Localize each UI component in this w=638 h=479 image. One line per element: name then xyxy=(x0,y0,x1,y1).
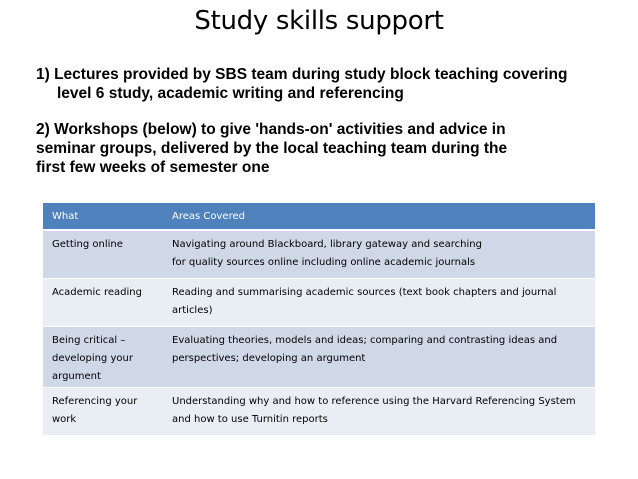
table-row xyxy=(43,326,595,387)
cell-areas xyxy=(163,230,595,278)
cell-line: perspectives; developing an argument xyxy=(172,352,366,364)
column-header-what: What xyxy=(43,203,163,230)
table-header-row xyxy=(43,203,595,230)
cell-areas xyxy=(163,278,595,326)
workshops-table xyxy=(43,203,595,436)
cell-what xyxy=(43,278,163,326)
point-line: first few weeks of semester one xyxy=(36,159,270,176)
point-line: 2) Workshops (below) to give 'hands-on' activities and advice in xyxy=(36,121,506,138)
cell-what xyxy=(43,326,163,387)
cell-line: argument xyxy=(52,370,101,382)
cell-line: Referencing your xyxy=(52,395,138,407)
cell-line: for quality sources online including online academic journals xyxy=(172,257,476,268)
cell-what xyxy=(43,387,163,435)
cell-line: Reading and summarising academic sources (text book chapters and journal xyxy=(172,286,557,298)
cell-line: developing your xyxy=(52,352,133,364)
cell-line: and how to use Turnitin reports xyxy=(172,413,328,425)
cell-line: work xyxy=(52,413,77,425)
cell-line: articles) xyxy=(172,304,213,316)
cell-line: Understanding why and how to reference using the Harvard Referencing System xyxy=(172,395,576,407)
cell-areas xyxy=(163,326,595,387)
cell-areas xyxy=(163,387,595,435)
cell-line: Evaluating theories, models and ideas; comparing and contrasting ideas and xyxy=(172,334,558,346)
cell-line: Academic reading xyxy=(52,286,142,298)
cell-line: Getting online xyxy=(52,239,123,250)
cell-line: Navigating around Blackboard, library gateway and searching xyxy=(172,239,482,250)
table-row xyxy=(43,278,595,326)
point-line: seminar groups, delivered by the local teaching team during the xyxy=(36,140,508,157)
point-line: level 6 study, academic writing and referencing xyxy=(57,85,404,102)
point-lectures xyxy=(36,65,621,103)
table-row xyxy=(43,387,595,435)
page-title: Study skills support xyxy=(194,6,444,36)
cell-line: Being critical – xyxy=(52,334,126,346)
table-row xyxy=(43,230,595,278)
point-line: 1) Lectures provided by SBS team during study block teaching covering xyxy=(36,66,568,83)
column-header-areas-covered: Areas Covered xyxy=(163,203,595,230)
cell-what xyxy=(43,230,163,278)
point-workshops xyxy=(36,120,621,177)
